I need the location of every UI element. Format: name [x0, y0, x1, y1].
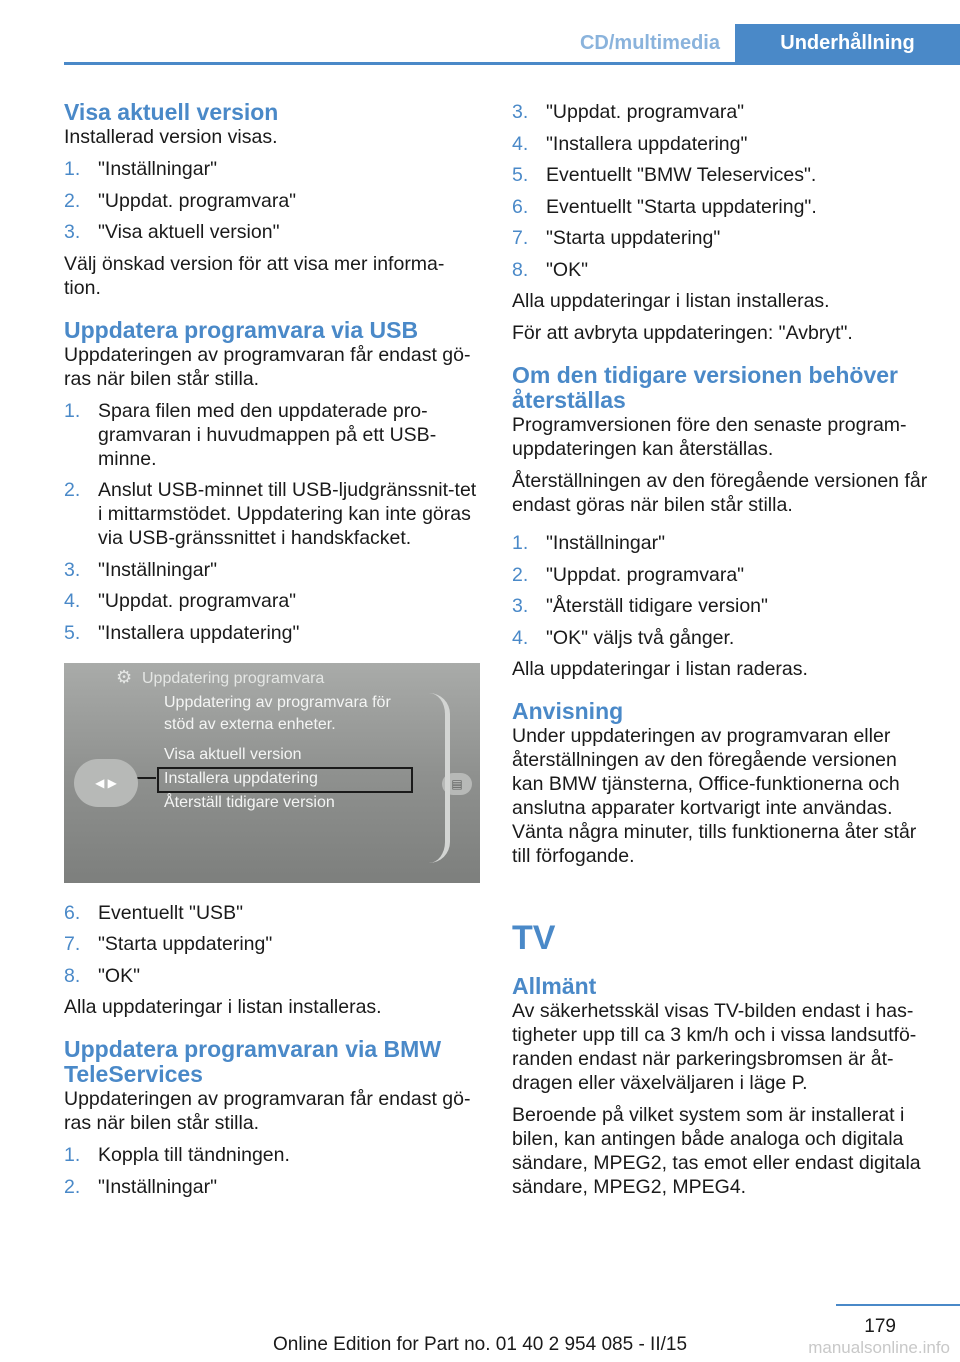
numbered-list [64, 157, 480, 244]
list-item [64, 399, 480, 471]
list-number: 2. [512, 563, 529, 586]
watermark: manualsonline.info [808, 1338, 950, 1357]
list-item [64, 1175, 480, 1199]
paragraph: Alla uppdateringar i listan installeras. [512, 290, 830, 312]
list-text: "Installera uppdatering" [546, 132, 748, 155]
list-text: "OK" [546, 258, 589, 281]
note-text: Under uppdateringen av programvaran eller återställningen av den föregående versionen kan BMW tjänsterna, Office-funktionerna och anslutna apparater kortvarigt inte användas. Vänta några minuter, tills funktionerna åter står till förfogande. [512, 725, 917, 867]
screen-description: Uppdatering av programvara för [164, 693, 391, 711]
list-number: 8. [64, 964, 81, 987]
list-text: "OK" [98, 964, 141, 987]
list-item [512, 531, 928, 555]
list-item [64, 220, 480, 244]
paragraph: Uppdateringen av programvaran får endast gö‐ras när bilen står stilla. [64, 343, 471, 390]
list-item [64, 189, 480, 213]
list-text: "Inställningar" [98, 158, 217, 180]
list-item [64, 901, 480, 925]
list-text: "Visa aktuell version" [98, 221, 280, 243]
list-number: 2. [64, 189, 81, 212]
list-number: 4. [64, 590, 81, 612]
list-item [512, 258, 928, 282]
paragraph: Alla uppdateringar i listan installeras. [64, 996, 382, 1018]
header-section-label: CD/multimedia [579, 32, 720, 54]
list-number: 5. [512, 164, 529, 186]
list-text: "Uppdat. programvara" [546, 563, 745, 586]
list-number: 1. [64, 399, 81, 422]
list-text: Eventuellt "Starta uppdatering". [546, 195, 817, 218]
section [64, 1037, 480, 1199]
paragraph: Programversionen före den senaste program‐uppdateringen kan återställas. [512, 414, 907, 460]
list-number: 3. [512, 595, 529, 617]
section-title: Visa aktuell version [64, 99, 279, 125]
list-number: 6. [64, 901, 81, 924]
paragraph: För att avbryta uppdateringen: "Avbryt". [512, 322, 853, 344]
gear-icon: ⚙ [116, 666, 133, 687]
screen-menu-item-selected: Installera uppdatering [164, 769, 318, 787]
list-number: 5. [64, 621, 81, 644]
list-text: "Inställningar" [98, 1175, 217, 1198]
list-text: Eventuellt "BMW Teleservices". [546, 164, 817, 186]
list-item [64, 478, 480, 550]
list-item [64, 1143, 480, 1167]
list-text: "Inställningar" [98, 558, 217, 581]
selection-highlight [157, 767, 413, 793]
section-title: Uppdatera programvara via USB [64, 316, 419, 343]
list-item [64, 964, 480, 988]
list-number: 8. [512, 258, 529, 281]
list-number: 4. [512, 132, 529, 155]
list-text: "Uppdat. programvara" [98, 590, 297, 612]
section-title: Uppdatera programvaran via BMW TeleServices [64, 1036, 442, 1087]
section [64, 318, 480, 1020]
chapter-title: TV [512, 919, 556, 957]
list-item [512, 626, 928, 650]
section-title: Om den tidigare versionen behöver återställas [512, 362, 898, 413]
screen-menu-item: Återställ tidigare version [164, 793, 335, 811]
list-text: Spara filen med den uppdaterade pro‐gramvaran i huvudmappen på ett USB-minne. [98, 399, 437, 470]
list-text: "Återställ tidigare version" [546, 595, 768, 617]
list-number: 6. [512, 195, 529, 218]
paragraph: Uppdateringen av programvaran får endast gö‐ras när bilen står stilla. [64, 1088, 471, 1134]
list-text: "Starta uppdatering" [98, 933, 273, 955]
header-chapter-label: Underhållning [735, 24, 960, 62]
screen-menu-item: Visa aktuell version [164, 745, 302, 763]
list-text: Eventuellt "USB" [98, 901, 243, 924]
page-header [64, 24, 960, 65]
left-column [64, 100, 480, 1206]
idrive-screen-image [64, 663, 480, 883]
numbered-list [512, 100, 928, 282]
list-number: 1. [512, 532, 529, 554]
list-text: "Starta uppdatering" [546, 227, 721, 249]
list-number: 4. [512, 626, 529, 649]
controller-arrows-icon: ◀ ▶ [74, 759, 138, 807]
list-text: Koppla till tändningen. [98, 1144, 290, 1166]
list-text: "OK" väljs två gånger. [546, 626, 735, 649]
list-text: "Installera uppdatering" [98, 621, 300, 644]
list-number: 3. [64, 221, 81, 243]
list-item [512, 163, 928, 187]
paragraph: Av säkerhetsskäl visas TV-bilden endast i has‐tigheter upp till ca 3 km/h och i vissa landsutfö‐randen endast när parkeringsbromsen är åt‐dragen eller växelväljaren i läge P. [512, 1000, 917, 1094]
list-item [64, 621, 480, 645]
list-number: 2. [64, 1175, 81, 1198]
paragraph: Välj önskad version för att visa mer informa‐tion. [64, 252, 445, 299]
list-number: 3. [64, 558, 81, 581]
list-item [512, 132, 928, 156]
list-text: Anslut USB-minnet till USB-ljudgränssnit‐tet i mittarmstödet. Uppdatering kan inte göras via USB-gränssnittet i handskfacket. [98, 479, 477, 549]
list-number: 1. [64, 1144, 81, 1166]
page-number: 179 [864, 1316, 896, 1337]
section-title: Allmänt [512, 973, 597, 999]
screen-arc-decoration [429, 693, 450, 863]
list-text: "Inställningar" [546, 532, 665, 554]
list-item [512, 195, 928, 219]
list-number: 7. [512, 227, 529, 249]
list-item [512, 226, 928, 250]
paragraph: Alla uppdateringar i listan raderas. [512, 658, 808, 680]
note-section [512, 699, 928, 868]
list-item [64, 589, 480, 613]
paragraph: Beroende på vilket system som är installerat i bilen, kan antingen både analoga och digitala sändare, MPEG2, tas emot eller endast digitala sändare, MPEG2, MPEG4. [512, 1104, 921, 1198]
footer-rule [836, 1304, 960, 1306]
edition-text: Online Edition for Part no. 01 40 2 954 085 - II/15 [272, 1334, 688, 1355]
section [512, 363, 928, 681]
list-item [64, 558, 480, 582]
screen-description: stöd av externa enheter. [164, 715, 336, 733]
numbered-list [64, 901, 480, 988]
list-text: "Uppdat. programvara" [546, 101, 745, 123]
paragraph: Installerad version visas. [64, 126, 278, 148]
list-item [64, 157, 480, 181]
numbered-list [64, 1143, 480, 1199]
list-number: 2. [64, 479, 81, 501]
list-item [512, 100, 928, 124]
list-number: 3. [512, 101, 529, 123]
right-column [512, 100, 928, 1207]
list-number: 7. [64, 933, 81, 955]
list-item [512, 594, 928, 618]
list-item [64, 932, 480, 956]
menu-icon: ▤ [442, 773, 472, 795]
list-number: 1. [64, 158, 81, 180]
note-title: Anvisning [512, 698, 624, 724]
screen-title: Uppdatering programvara [142, 669, 325, 687]
numbered-list [64, 399, 480, 645]
numbered-list [512, 531, 928, 650]
list-text: "Uppdat. programvara" [98, 189, 297, 212]
paragraph: Återställningen av den föregående versionen får endast göras när bilen står stilla. [512, 470, 928, 516]
list-item [512, 563, 928, 587]
